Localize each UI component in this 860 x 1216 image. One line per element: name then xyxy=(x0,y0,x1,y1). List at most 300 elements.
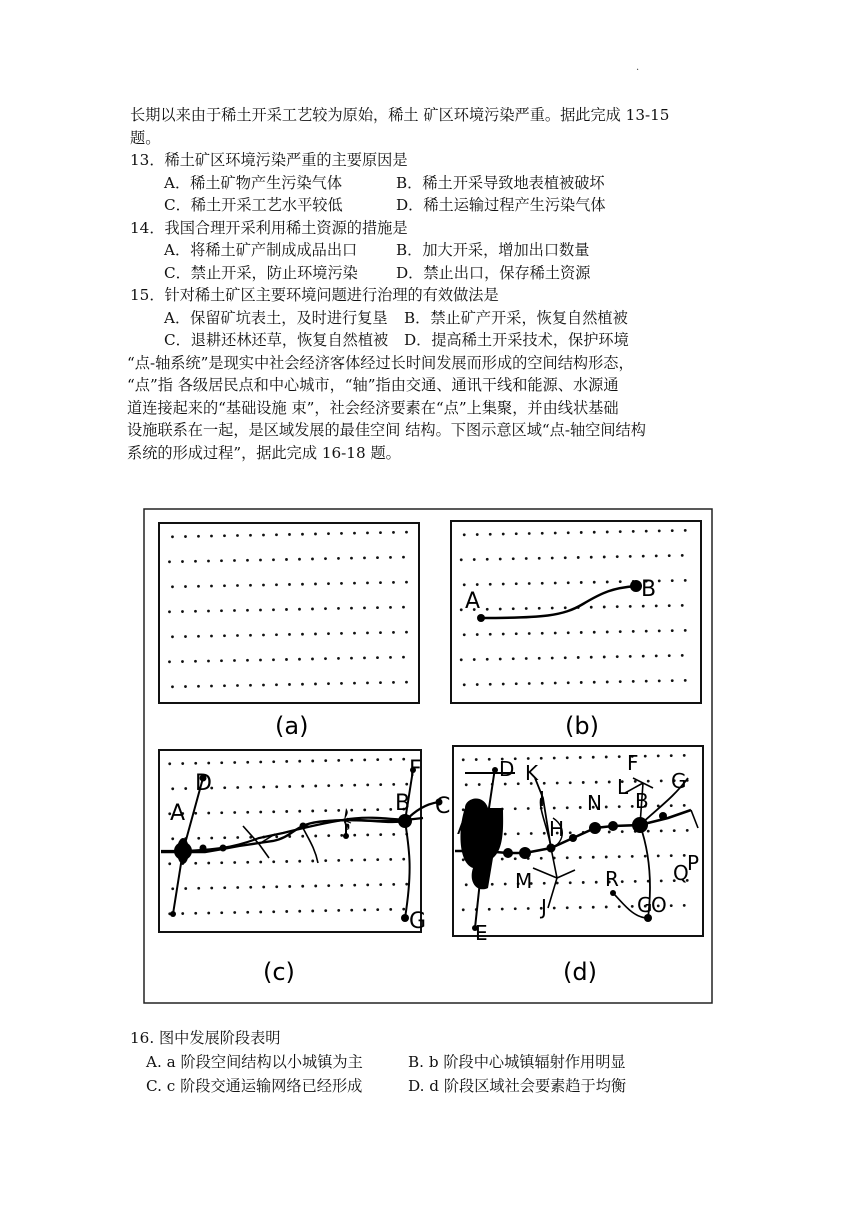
background-dot xyxy=(171,887,174,890)
background-dot xyxy=(577,556,580,559)
background-dot xyxy=(528,632,531,635)
background-dot xyxy=(619,530,622,533)
background-dot xyxy=(551,557,554,560)
background-dot xyxy=(275,835,278,838)
background-dot xyxy=(197,535,200,538)
panel-d-label-b: B xyxy=(635,789,649,813)
background-dot xyxy=(579,906,582,909)
background-dot xyxy=(171,535,174,538)
question-14-option-b[interactable]: B．加大开采，增加出口数量 xyxy=(396,241,590,259)
question-16-option-d[interactable]: D. d 阶段区域社会要素趋于均衡 xyxy=(408,1077,627,1095)
background-dot xyxy=(465,883,468,886)
background-dot xyxy=(684,529,687,532)
background-dot xyxy=(311,810,314,813)
question-13-option-c[interactable]: C．稀土开采工艺水平较低 xyxy=(164,196,343,214)
question-13-options-row-1 xyxy=(130,172,740,195)
background-dot xyxy=(606,531,609,534)
background-dot xyxy=(353,884,356,887)
background-dot xyxy=(301,785,304,788)
background-dot xyxy=(538,607,541,610)
background-dot xyxy=(683,904,686,907)
intro-line-1: 长期以来由于稀土开采工艺较为原始，稀土 矿区环境污染严重。据此完成 13-15 xyxy=(130,106,670,124)
question-16-option-c[interactable]: C. c 阶段交通运输网络已经形成 xyxy=(146,1077,363,1095)
background-dot xyxy=(262,534,265,537)
panel-d-label-k: K xyxy=(525,761,539,785)
background-dot xyxy=(527,807,530,810)
background-dot xyxy=(592,856,595,859)
background-dot xyxy=(366,532,369,535)
background-dot xyxy=(363,859,366,862)
background-dot xyxy=(363,909,366,912)
background-dot xyxy=(590,606,593,609)
background-dot xyxy=(592,756,595,759)
background-dot xyxy=(220,761,223,764)
question-15-options-row-1 xyxy=(130,307,740,330)
background-dot xyxy=(566,756,569,759)
background-dot xyxy=(564,556,567,559)
background-dot xyxy=(657,855,660,858)
background-dot xyxy=(405,631,408,634)
background-dot xyxy=(207,610,210,613)
question-14-option-c[interactable]: C．禁止开采，防止环境污染 xyxy=(164,263,358,282)
background-dot xyxy=(194,812,197,815)
background-dot xyxy=(272,658,275,661)
background-dot xyxy=(683,754,686,757)
background-dot xyxy=(402,656,405,659)
background-dot xyxy=(340,582,343,585)
background-dot xyxy=(275,785,278,788)
panel-b-label-a: A xyxy=(465,589,481,614)
background-dot xyxy=(486,558,489,561)
background-dot xyxy=(246,609,249,612)
background-dot xyxy=(197,585,200,588)
background-dot xyxy=(605,756,608,759)
question-13-option-b[interactable]: B．稀土开采导致地表植被破坏 xyxy=(396,173,605,192)
background-dot xyxy=(566,806,569,809)
background-dot xyxy=(389,758,392,761)
panel-c-label-d: D xyxy=(195,771,212,796)
background-dot xyxy=(540,857,543,860)
panel-d-label-e: E xyxy=(475,921,488,945)
background-dot xyxy=(644,855,647,858)
background-dot xyxy=(499,658,502,661)
background-dot xyxy=(502,633,505,636)
background-dot xyxy=(220,861,223,864)
background-dot xyxy=(501,908,504,911)
background-dot xyxy=(207,812,210,815)
background-dot xyxy=(262,684,265,687)
background-dot xyxy=(502,683,505,686)
background-dot xyxy=(606,681,609,684)
background-dot xyxy=(324,607,327,610)
question-15-option-d[interactable]: D．提高稀土开采技术，保护环境 xyxy=(404,331,629,349)
question-13-option-d[interactable]: D．稀土运输过程产生污染气体 xyxy=(396,196,606,214)
background-dot xyxy=(301,633,304,636)
background-dot xyxy=(337,809,340,812)
background-dot xyxy=(645,630,648,633)
background-dot xyxy=(681,604,684,607)
background-dot xyxy=(210,585,213,588)
background-dot xyxy=(376,556,379,559)
background-dot xyxy=(197,635,200,638)
panel-d-label-g: G xyxy=(671,769,687,793)
background-dot xyxy=(512,657,515,660)
background-dot xyxy=(658,680,661,683)
background-dot xyxy=(259,609,262,612)
background-dot xyxy=(463,533,466,536)
background-dot xyxy=(504,783,507,786)
background-dot xyxy=(285,860,288,863)
background-dot xyxy=(171,787,174,790)
background-dot xyxy=(645,530,648,533)
background-dot xyxy=(655,655,658,658)
background-dot xyxy=(579,856,582,859)
panel-d-label-d: D xyxy=(499,757,515,781)
background-dot xyxy=(366,682,369,685)
panel-c-point-south xyxy=(170,911,176,917)
background-dot xyxy=(392,631,395,634)
panel-a-caption: (a) xyxy=(275,712,309,740)
background-dot xyxy=(389,858,392,861)
point-axis-diagram xyxy=(143,508,713,1004)
background-dot xyxy=(366,582,369,585)
background-dot xyxy=(515,532,518,535)
background-dot xyxy=(327,884,330,887)
background-dot xyxy=(246,659,249,662)
background-dot xyxy=(603,656,606,659)
background-dot xyxy=(528,532,531,535)
background-dot xyxy=(324,759,327,762)
background-dot xyxy=(236,886,239,889)
background-dot xyxy=(603,556,606,559)
background-dot xyxy=(376,808,379,811)
page-mark: . xyxy=(636,62,640,73)
background-dot xyxy=(376,606,379,609)
background-dot xyxy=(632,680,635,683)
background-dot xyxy=(647,830,650,833)
background-dot xyxy=(184,887,187,890)
background-dot xyxy=(658,580,661,583)
question-15-option-a[interactable]: A．保留矿坑表土，及时进行复垦 xyxy=(164,308,388,327)
panel-b-frame xyxy=(451,521,701,703)
background-dot xyxy=(512,557,515,560)
background-dot xyxy=(272,608,275,611)
background-dot xyxy=(660,880,663,883)
background-dot xyxy=(543,882,546,885)
background-dot xyxy=(486,658,489,661)
background-dot xyxy=(168,762,171,765)
background-dot xyxy=(392,833,395,836)
background-dot xyxy=(621,880,624,883)
background-dot xyxy=(541,682,544,685)
background-dot xyxy=(220,559,223,562)
background-dot xyxy=(259,861,262,864)
background-dot xyxy=(644,755,647,758)
background-dot xyxy=(566,856,569,859)
background-dot xyxy=(657,755,660,758)
panel-d-caption: (d) xyxy=(563,958,597,986)
background-dot xyxy=(194,660,197,663)
background-dot xyxy=(463,583,466,586)
background-dot xyxy=(567,531,570,534)
background-dot xyxy=(285,910,288,913)
background-dot xyxy=(405,681,408,684)
background-dot xyxy=(223,534,226,537)
background-dot xyxy=(259,761,262,764)
question-15-stem: 15．针对稀土矿区主要环境问题进行治理的有效做法是 xyxy=(130,286,499,304)
background-dot xyxy=(233,761,236,764)
question-14-option-a[interactable]: A．将稀土矿产制成成品出口 xyxy=(164,241,358,259)
background-dot xyxy=(392,681,395,684)
panel-c-point-g xyxy=(401,914,409,922)
background-dot xyxy=(223,786,226,789)
panel-a-frame xyxy=(159,523,419,703)
background-dot xyxy=(553,907,556,910)
background-dot xyxy=(478,783,481,786)
background-dot xyxy=(608,831,611,834)
background-dot xyxy=(460,608,463,611)
background-dot xyxy=(616,555,619,558)
background-dot xyxy=(580,681,583,684)
background-dot xyxy=(301,835,304,838)
panel-c-point-2 xyxy=(220,845,227,852)
panel-d-label-r: R xyxy=(605,867,619,891)
background-dot xyxy=(181,912,184,915)
question-16-option-a[interactable]: A. a 阶段空间结构以小城镇为主 xyxy=(146,1053,363,1071)
background-dot xyxy=(210,837,213,840)
background-dot xyxy=(311,760,314,763)
background-dot xyxy=(553,807,556,810)
background-dot xyxy=(181,762,184,765)
question-13-option-a[interactable]: A．稀土矿物产生污染气体 xyxy=(164,173,343,192)
background-dot xyxy=(350,557,353,560)
background-dot xyxy=(681,654,684,657)
question-16-options-row-1 xyxy=(130,1050,740,1074)
background-dot xyxy=(314,533,317,536)
background-dot xyxy=(621,830,624,833)
background-dot xyxy=(392,531,395,534)
background-dot xyxy=(556,782,559,785)
background-dot xyxy=(504,883,507,886)
panel-d-label-f: F xyxy=(627,751,639,775)
background-dot xyxy=(301,683,304,686)
background-dot xyxy=(301,533,304,536)
background-dot xyxy=(655,555,658,558)
background-dot xyxy=(569,881,572,884)
background-dot xyxy=(181,560,184,563)
background-dot xyxy=(512,607,515,610)
background-dot xyxy=(327,682,330,685)
panel-c-label-f: F xyxy=(409,757,422,782)
background-dot xyxy=(311,558,314,561)
background-dot xyxy=(171,585,174,588)
background-dot xyxy=(569,781,572,784)
background-dot xyxy=(181,610,184,613)
panel-d-point-d xyxy=(492,767,498,773)
background-dot xyxy=(465,783,468,786)
background-dot xyxy=(580,631,583,634)
question-14-option-d[interactable]: D．禁止出口，保存稀土资源 xyxy=(396,263,591,282)
background-dot xyxy=(538,657,541,660)
background-dot xyxy=(379,783,382,786)
background-dot xyxy=(486,608,489,611)
background-dot xyxy=(405,531,408,534)
background-dot xyxy=(538,557,541,560)
background-dot xyxy=(605,806,608,809)
background-dot xyxy=(353,784,356,787)
panel-d-label-o: O xyxy=(651,893,667,917)
background-dot xyxy=(681,554,684,557)
background-dot xyxy=(616,605,619,608)
background-dot xyxy=(582,781,585,784)
background-dot xyxy=(593,581,596,584)
background-dot xyxy=(288,785,291,788)
background-dot xyxy=(541,632,544,635)
background-dot xyxy=(210,887,213,890)
background-dot xyxy=(379,581,382,584)
background-dot xyxy=(337,657,340,660)
background-dot xyxy=(275,633,278,636)
background-dot xyxy=(311,608,314,611)
background-dot xyxy=(363,809,366,812)
background-dot xyxy=(288,683,291,686)
background-dot xyxy=(668,554,671,557)
background-dot xyxy=(402,908,405,911)
passage-line-1: “点-轴系统”是现实中社会经济客体经过长时间发展而形成的空间结构形态， xyxy=(127,353,634,372)
background-dot xyxy=(207,560,210,563)
background-dot xyxy=(301,583,304,586)
background-dot xyxy=(353,682,356,685)
background-dot xyxy=(171,837,174,840)
point-axis-figure xyxy=(143,508,713,1004)
document-body xyxy=(127,104,740,464)
background-dot xyxy=(645,680,648,683)
background-dot xyxy=(473,658,476,661)
background-dot xyxy=(606,631,609,634)
panel-d-label-p: P xyxy=(687,851,700,875)
background-dot xyxy=(233,659,236,662)
background-dot xyxy=(340,632,343,635)
background-dot xyxy=(392,883,395,886)
background-dot xyxy=(634,880,637,883)
background-dot xyxy=(311,910,314,913)
background-dot xyxy=(337,859,340,862)
background-dot xyxy=(285,558,288,561)
background-dot xyxy=(567,681,570,684)
question-13-options-row-2 xyxy=(130,194,740,217)
background-dot xyxy=(632,530,635,533)
background-dot xyxy=(525,607,528,610)
panel-c-label-a: A xyxy=(170,801,186,826)
background-dot xyxy=(553,757,556,760)
background-dot xyxy=(236,684,239,687)
background-dot xyxy=(249,634,252,637)
background-dot xyxy=(379,631,382,634)
background-dot xyxy=(527,907,530,910)
background-dot xyxy=(389,808,392,811)
background-dot xyxy=(340,682,343,685)
background-dot xyxy=(220,609,223,612)
background-dot xyxy=(236,584,239,587)
question-16-option-b[interactable]: B. b 阶段中心城镇辐射作用明显 xyxy=(408,1053,626,1071)
background-dot xyxy=(298,760,301,763)
background-dot xyxy=(671,579,674,582)
background-dot xyxy=(285,760,288,763)
background-dot xyxy=(608,781,611,784)
panel-c-point-1 xyxy=(200,845,207,852)
background-dot xyxy=(223,684,226,687)
background-dot xyxy=(405,581,408,584)
background-dot xyxy=(171,685,174,688)
background-dot xyxy=(642,605,645,608)
background-dot xyxy=(376,656,379,659)
background-dot xyxy=(541,532,544,535)
background-dot xyxy=(577,656,580,659)
passage xyxy=(127,352,740,465)
background-dot xyxy=(660,830,663,833)
background-dot xyxy=(259,911,262,914)
background-dot xyxy=(340,834,343,837)
background-dot xyxy=(298,658,301,661)
background-dot xyxy=(194,560,197,563)
background-dot xyxy=(590,556,593,559)
background-dot xyxy=(327,632,330,635)
background-dot xyxy=(673,829,676,832)
background-dot xyxy=(619,630,622,633)
background-dot xyxy=(288,633,291,636)
background-dot xyxy=(236,786,239,789)
background-dot xyxy=(514,857,517,860)
background-dot xyxy=(642,555,645,558)
background-dot xyxy=(517,782,520,785)
background-dot xyxy=(668,654,671,657)
background-dot xyxy=(460,558,463,561)
background-dot xyxy=(491,883,494,886)
question-15-option-b[interactable]: B．禁止矿产开采，恢复自然植被 xyxy=(404,308,628,327)
background-dot xyxy=(337,909,340,912)
background-dot xyxy=(514,907,517,910)
background-dot xyxy=(642,655,645,658)
background-dot xyxy=(350,909,353,912)
background-dot xyxy=(631,905,634,908)
passage-line-3: 道连接起来的“基础设施 束”，社会经济要素在“点”上集聚，并由线状基础 xyxy=(127,398,619,417)
background-dot xyxy=(262,584,265,587)
question-16 xyxy=(130,1026,740,1098)
background-dot xyxy=(618,805,621,808)
question-14-options-row-1 xyxy=(130,239,740,262)
question-15-option-c[interactable]: C．退耕还林还草，恢复自然植被 xyxy=(164,331,389,349)
background-dot xyxy=(489,683,492,686)
background-dot xyxy=(272,810,275,813)
background-dot xyxy=(392,783,395,786)
background-dot xyxy=(514,807,517,810)
background-dot xyxy=(543,832,546,835)
background-dot xyxy=(353,582,356,585)
background-dot xyxy=(618,755,621,758)
background-dot xyxy=(405,883,408,886)
background-dot xyxy=(184,787,187,790)
background-dot xyxy=(350,607,353,610)
passage-line-4: 设施联系在一起，是区域发展的最佳空间 结构。下图示意区域“点-轴空间结构 xyxy=(127,421,646,439)
question-14-options-row-2 xyxy=(130,262,740,285)
background-dot xyxy=(683,804,686,807)
panel-c-label-b: B xyxy=(395,791,411,816)
background-dot xyxy=(168,610,171,613)
question-14-stem: 14．我国合理开采利用稀土资源的措施是 xyxy=(130,218,408,237)
background-dot xyxy=(168,560,171,563)
background-dot xyxy=(337,557,340,560)
background-dot xyxy=(605,906,608,909)
